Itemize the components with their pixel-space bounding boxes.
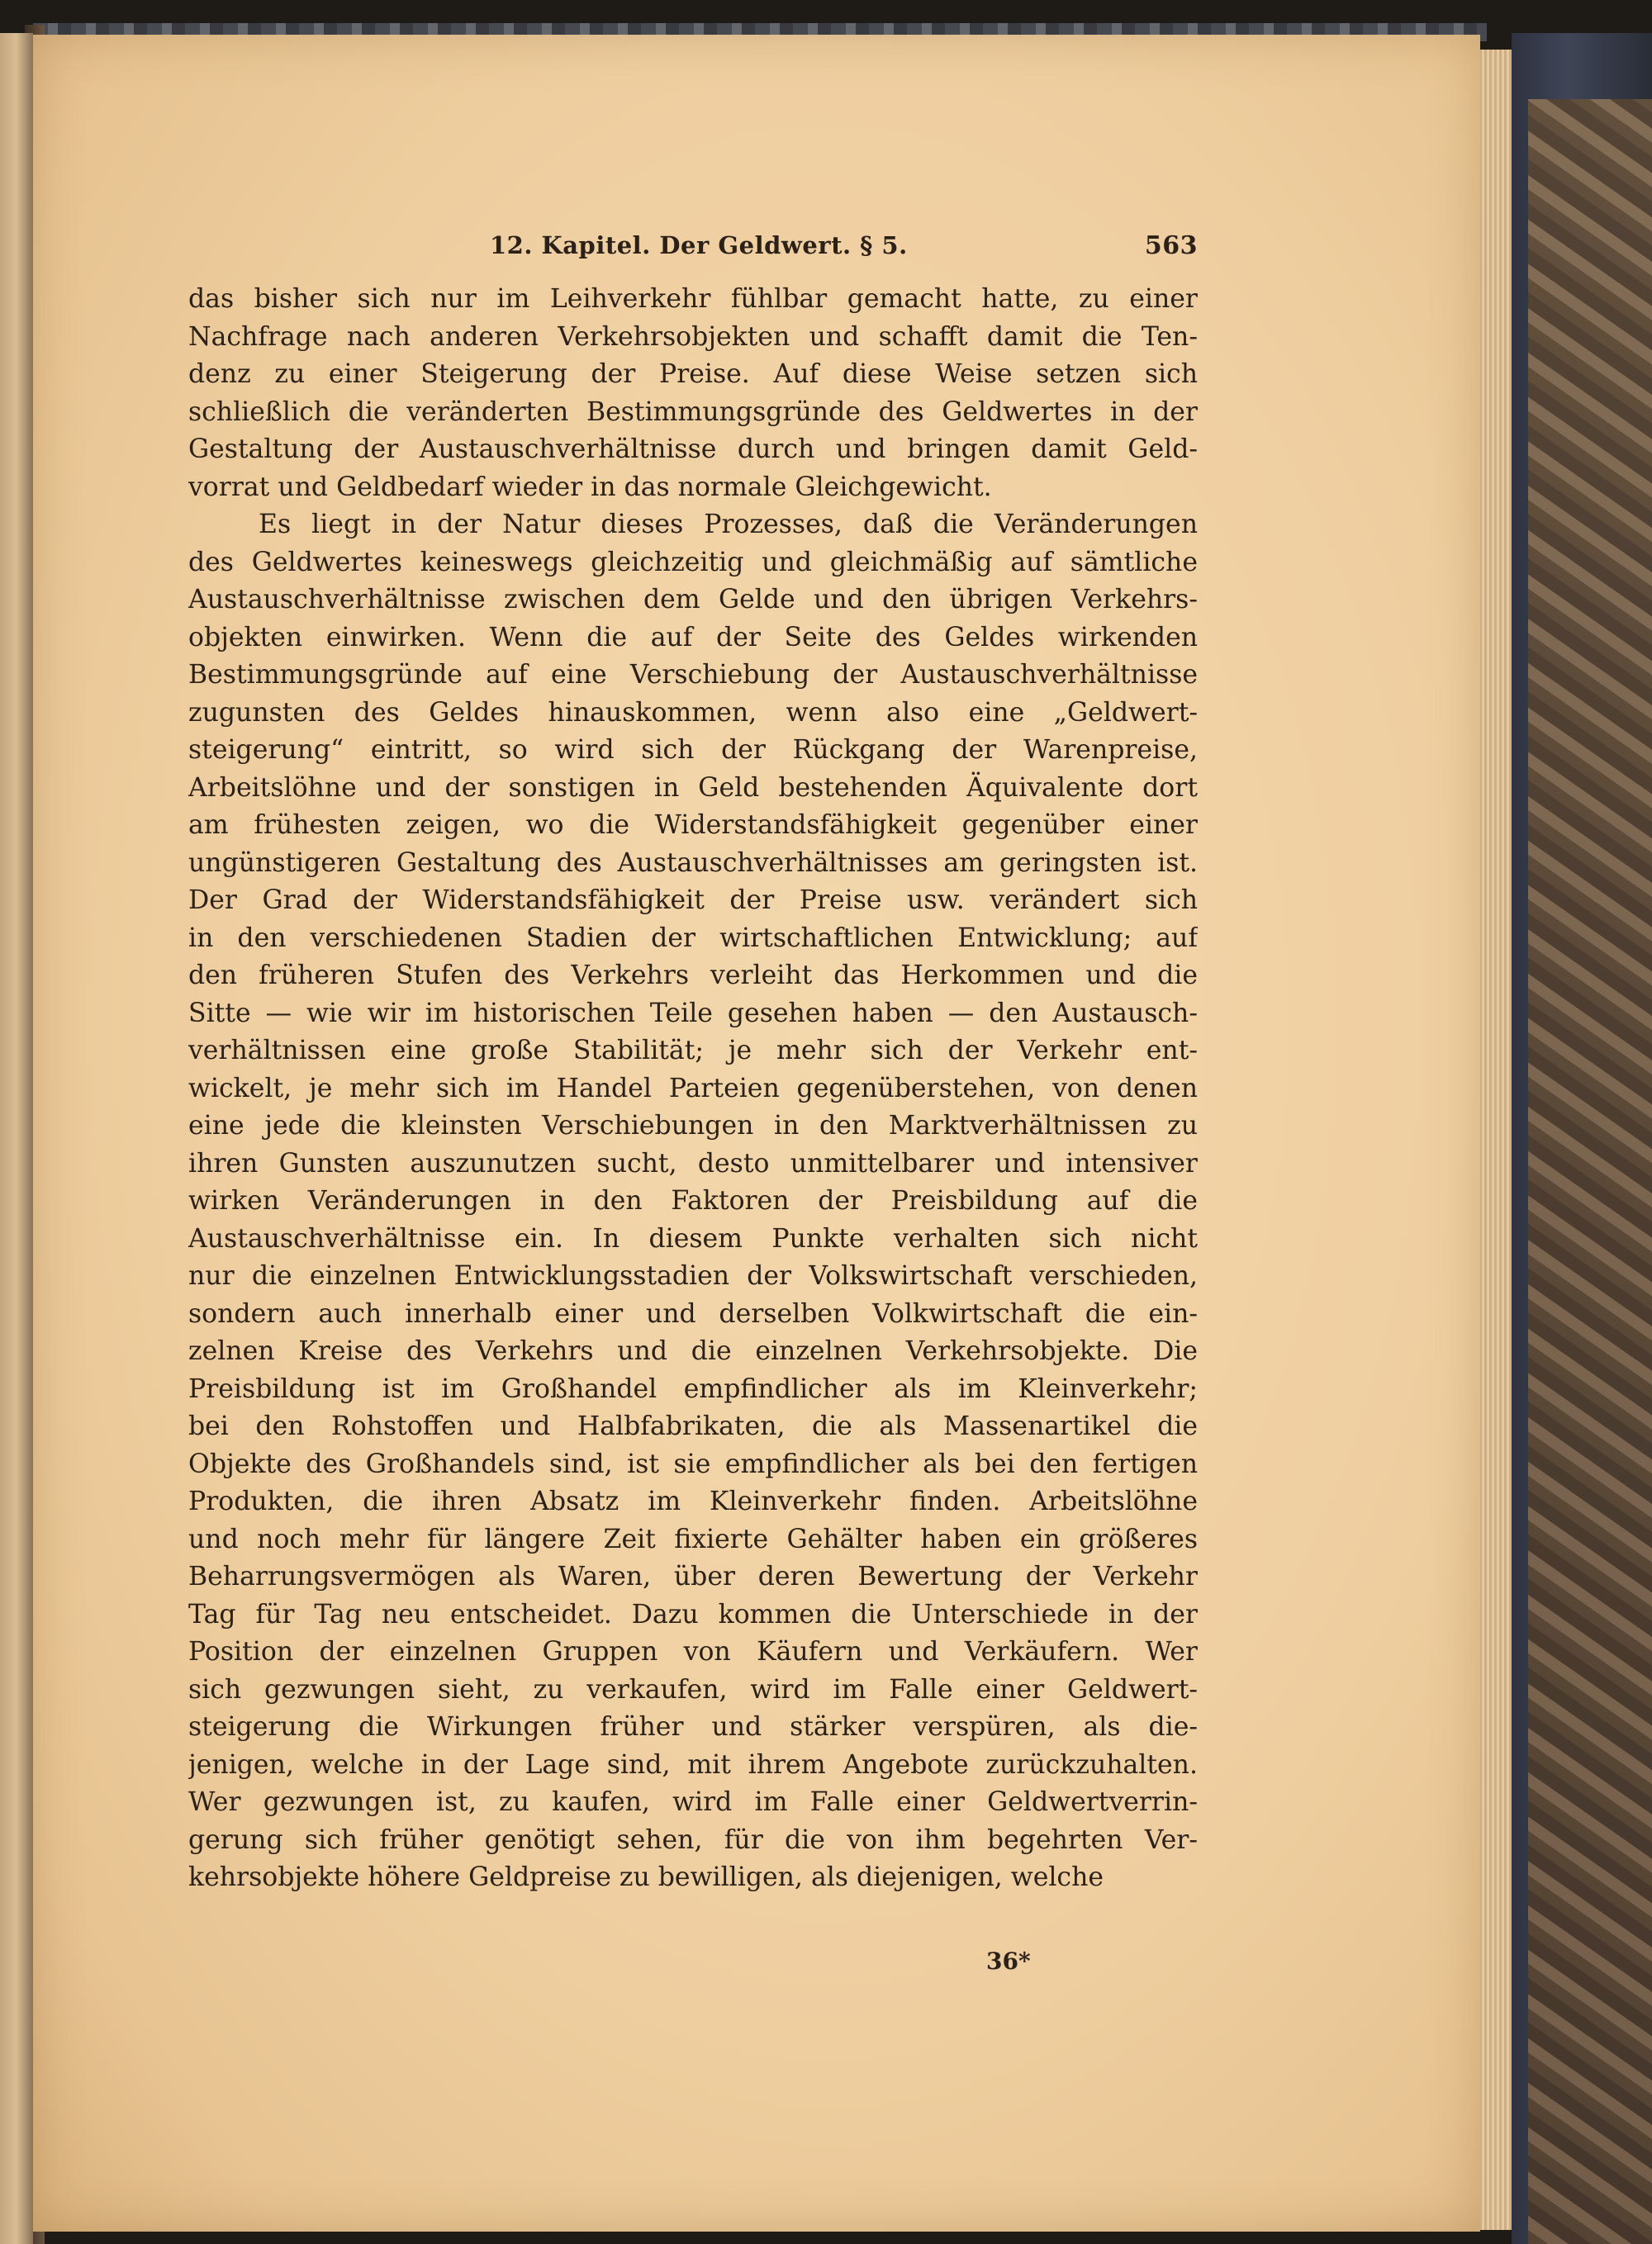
- text-line: objekten einwirken. Wenn die auf der Seite des Geldes wirkenden: [188, 622, 1198, 652]
- text-line: Tag für Tag neu entscheidet. Dazu kommen die Unterschiede in der: [188, 1599, 1198, 1630]
- text-line: des Geldwertes keineswegs gleichzeitig und gleichmäßig auf sämtliche: [188, 547, 1198, 577]
- text-line: Preisbildung ist im Großhandel empfindlicher als im Kleinverkehr;: [188, 1373, 1198, 1404]
- body-text: [188, 281, 1198, 1897]
- text-line: eine jede die kleinsten Verschiebungen in den Marktverhältnissen zu: [188, 1111, 1198, 1141]
- text-line: zelnen Kreise des Verkehrs und die einzelnen Verkehrsobjekte. Die: [188, 1336, 1198, 1366]
- text-line: Beharrungsvermögen als Waren, über deren Bewertung der Verkehr: [188, 1562, 1198, 1592]
- text-line: in den verschiedenen Stadien der wirtschaftlichen Entwicklung; auf: [188, 923, 1198, 953]
- text-line: vorrat und Geldbedarf wieder in das normale Gleichgewicht.: [188, 472, 992, 502]
- text-line: Arbeitslöhne und der sonstigen in Geld bestehenden Äquivalente dort: [188, 772, 1198, 803]
- text-line: gerung sich früher genötigt sehen, für die von ihm begehrten Ver-: [188, 1824, 1198, 1855]
- text-line: steigerung die Wirkungen früher und stärker verspüren, als die-: [188, 1712, 1198, 1742]
- text-line: bei den Rohstoffen und Halbfabrikaten, die als Massenartikel die: [188, 1411, 1198, 1441]
- text-line: ihren Gunsten auszunutzen sucht, desto unmittelbarer und intensiver: [188, 1148, 1198, 1179]
- text-line: Position der einzelnen Gruppen von Käufern und Verkäufern. Wer: [188, 1637, 1198, 1667]
- text-line: wirken Veränderungen in den Faktoren der Preisbildung auf die: [188, 1186, 1198, 1216]
- text-line: das bisher sich nur im Leihverkehr fühlbar gemacht hatte, zu einer: [188, 284, 1198, 314]
- marbled-endpaper: [1528, 99, 1652, 2244]
- running-head: [188, 231, 1198, 268]
- text-line: Nachfrage nach anderen Verkehrsobjekten und schafft damit die Ten-: [188, 321, 1198, 352]
- text-line: Produkten, die ihren Absatz im Kleinverkehr finden. Arbeitslöhne: [188, 1487, 1198, 1516]
- text-line: zugunsten des Geldes hinauskommen, wenn also eine „Geldwert-: [188, 697, 1198, 728]
- text-line: nur die einzelnen Entwicklungsstadien der Volkswirtschaft verschieden,: [188, 1261, 1198, 1291]
- text-line: Bestimmungsgründe auf eine Verschiebung der Austauschverhältnisse: [188, 660, 1198, 690]
- signature-mark: 36*: [986, 1947, 1031, 1975]
- page-number: 563: [1144, 231, 1198, 260]
- text-line: jenigen, welche in der Lage sind, mit ihrem Angebote zurückzuhalten.: [188, 1749, 1198, 1780]
- text-line: kehrsobjekte höhere Geldpreise zu bewilligen, als diejenigen, welche: [188, 1862, 1104, 1892]
- text-block: [188, 231, 1198, 1897]
- text-line: wickelt, je mehr sich im Handel Parteien gegenüberstehen, von denen: [188, 1073, 1198, 1103]
- text-line: ungünstigeren Gestaltung des Austauschverhältnisses am geringsten ist.: [188, 847, 1198, 878]
- text-line: Austauschverhältnisse zwischen dem Gelde und den übrigen Verkehrs-: [188, 585, 1198, 614]
- text-line: und noch mehr für längere Zeit fixierte Gehälter haben ein größeres: [188, 1524, 1198, 1554]
- text-line: Es liegt in der Natur dieses Prozesses, daß die Veränderungen: [259, 510, 1198, 539]
- text-line: Gestaltung der Austauschverhältnisse durch und bringen damit Geld-: [188, 434, 1198, 464]
- text-line: verhältnissen eine große Stabilität; je mehr sich der Verkehr ent-: [188, 1036, 1198, 1065]
- text-line: Der Grad der Widerstandsfähigkeit der Preise usw. verändert sich: [188, 885, 1198, 915]
- text-line: sondern auch innerhalb einer und derselben Volkwirtschaft die ein-: [188, 1298, 1198, 1329]
- text-line: denz zu einer Steigerung der Preise. Auf diese Weise setzen sich: [188, 359, 1198, 389]
- text-line: Objekte des Großhandels sind, ist sie empfindlicher als bei den fertigen: [188, 1449, 1198, 1479]
- text-line: steigerung“ eintritt, so wird sich der Rückgang der Warenpreise,: [188, 735, 1198, 765]
- text-line: am frühesten zeigen, wo die Widerstandsfähigkeit gegenüber einer: [188, 810, 1198, 840]
- text-line: sich gezwungen sieht, zu verkaufen, wird im Falle einer Geldwert-: [188, 1674, 1198, 1705]
- running-head-title: 12. Kapitel. Der Geldwert. § 5.: [490, 231, 908, 259]
- text-line: Sitte — wie wir im historischen Teile gesehen haben — den Austausch-: [188, 998, 1198, 1028]
- left-page-edge: [0, 33, 33, 2244]
- text-line: Austauschverhältnisse ein. In diesem Punkte verhalten sich nicht: [188, 1223, 1198, 1254]
- text-line: schließlich die veränderten Bestimmungsgründe des Geldwertes in der: [188, 396, 1198, 427]
- text-line: den früheren Stufen des Verkehrs verleiht das Herkommen und die: [188, 961, 1198, 990]
- text-line: Wer gezwungen ist, zu kaufen, wird im Falle einer Geldwertverrin-: [188, 1787, 1198, 1817]
